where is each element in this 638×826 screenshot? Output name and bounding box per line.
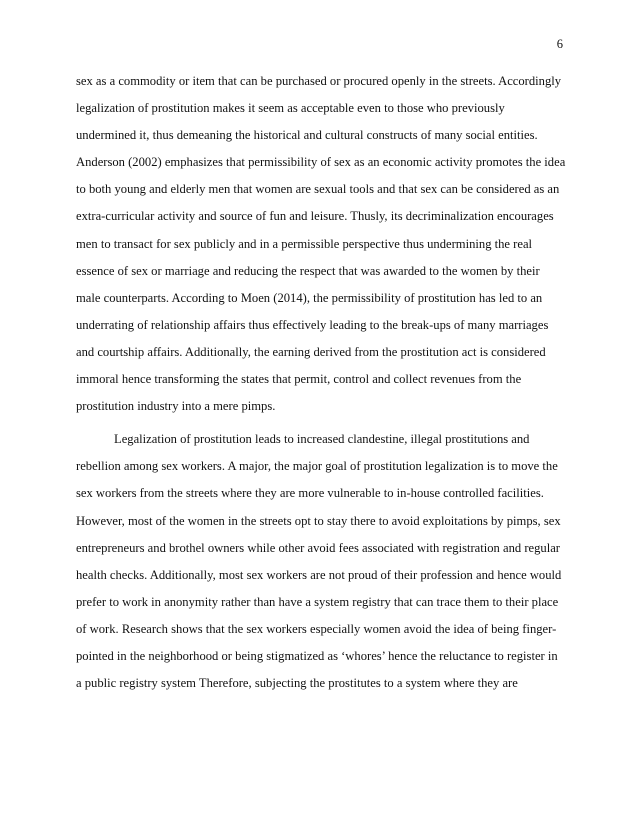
text-line: immoral hence transforming the states that permit, control and collect revenues from the (76, 372, 522, 387)
text-line: undermined it, thus demeaning the historical and cultural constructs of many social entities. (76, 128, 538, 143)
text-line: extra-curricular activity and source of fun and leisure. Thusly, its decriminalization encourages (76, 209, 554, 224)
text-line: essence of sex or marriage and reducing the respect that was awarded to the women by their (76, 263, 540, 278)
text-line: prostitution industry into a mere pimps. (76, 399, 276, 414)
paragraph-2 (76, 426, 566, 697)
text-line: health checks. Additionally, most sex workers are not proud of their profession and hence would (76, 567, 562, 582)
page-number: 6 (556, 37, 563, 51)
text-line: sex workers from the streets where they are more vulnerable to in-house controlled facilities. (76, 486, 544, 501)
text-line: Legalization of prostitution leads to increased clandestine, illegal prostitutions and (114, 432, 530, 447)
body-text (76, 68, 566, 697)
text-line: Anderson (2002) emphasizes that permissibility of sex as an economic activity promotes the idea (76, 155, 566, 170)
text-line: underrating of relationship affairs thus effectively leading to the break-ups of many marriages (76, 317, 549, 332)
text-line: rebellion among sex workers. A major, the major goal of prostitution legalization is to move the (76, 459, 558, 474)
text-line: to both young and elderly men that women are sexual tools and that sex can be considered as an (76, 182, 560, 197)
text-line: sex as a commodity or item that can be purchased or procured openly in the streets. Accordingly (76, 74, 562, 88)
text-line: a public registry system Therefore, subjecting the prostitutes to a system where they are (76, 676, 518, 691)
paragraph-1 (76, 68, 566, 420)
text-line: pointed in the neighborhood or being stigmatized as ‘whores’ hence the reluctance to register in (76, 648, 558, 663)
text-line: prefer to work in anonymity rather than have a system registry that can trace them to their place (76, 594, 559, 609)
text-line: men to transact for sex publicly and in a permissible perspective thus undermining the real (76, 236, 533, 251)
text-line: male counterparts. According to Moen (2014), the permissibility of prostitution has led to an (76, 290, 543, 305)
text-line: and courtship affairs. Additionally, the earning derived from the prostitution act is considered (76, 344, 546, 359)
text-line: legalization of prostitution makes it seem as acceptable even to those who previously (76, 101, 505, 116)
text-line: of work. Research shows that the sex workers especially women avoid the idea of being finger- (76, 621, 557, 636)
text-line: However, most of the women in the streets opt to stay there to avoid exploitations by pimps, sex (76, 513, 561, 528)
text-line: entrepreneurs and brothel owners while other avoid fees associated with registration and regular (76, 540, 560, 555)
